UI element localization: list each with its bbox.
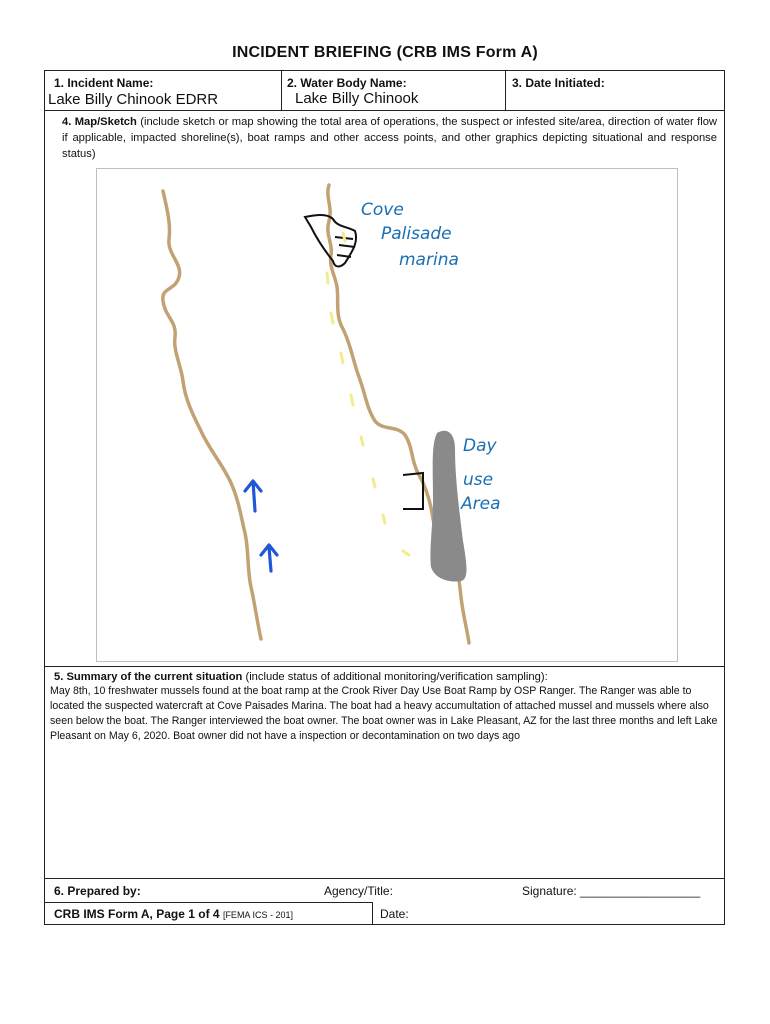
summary-heading	[54, 669, 548, 685]
day-use-label-line2: use	[463, 470, 494, 490]
divider	[44, 110, 725, 111]
divider	[44, 666, 725, 667]
flow-arrows	[245, 481, 277, 571]
map-sketch	[96, 168, 678, 662]
water-body-label: 2. Water Body Name:	[287, 76, 407, 90]
divider	[281, 70, 282, 110]
incident-name-label: 1. Incident Name:	[54, 76, 154, 90]
summary-label: 5. Summary of the current situation	[54, 671, 243, 683]
water-body-value[interactable]: Lake Billy Chinook	[295, 90, 419, 107]
date-initiated-label: 3. Date Initiated:	[512, 76, 605, 90]
channel-markers	[327, 233, 409, 555]
footer-form-text: CRB IMS Form A, Page 1 of 4	[54, 907, 220, 921]
summary-text[interactable]: May 8th, 10 freshwater mussels found at the boat ramp at the Crook River Day Use Boat Ramp by OSP Ranger. The Ranger was able to located the suspected watercraft at Cove Paisades Marina. The boat had a heavy accumultation of attached mussel and mussels where also seen below the boat. The Ranger interviewed the boat owner. The boat owner was in Lake Pleasant, AZ for the last three months and left Lake Pleasant on May 6, 2020. Boat owner did not have a inspection or decontamination on two days ago	[50, 685, 718, 742]
date-label: Date:	[380, 907, 409, 921]
signature-line[interactable]: __________________	[580, 884, 701, 898]
map-section-heading	[62, 114, 717, 162]
map-sketch-drawing	[97, 169, 677, 661]
day-use-label-line3: Area	[461, 494, 501, 514]
marina-label-line3: marina	[399, 250, 459, 270]
form-title: INCIDENT BRIEFING (CRB IMS Form A)	[232, 44, 538, 61]
agency-title-label: Agency/Title:	[324, 884, 393, 898]
map-section-label: 4. Map/Sketch	[62, 116, 137, 128]
map-section-description: (include sketch or map showing the total area of operations, the suspect or infested site/area, direction of water flow if applicable, impacted shoreline(s), boat ramps and other access points, and other graphics depicting situational and response status)	[62, 116, 718, 160]
divider	[505, 70, 506, 110]
footer-form-label	[54, 907, 293, 921]
prepared-by-label: 6. Prepared by:	[54, 884, 141, 898]
divider	[372, 902, 373, 925]
signature-text: Signature:	[522, 884, 577, 898]
footer-fema: [FEMA ICS - 201]	[222, 910, 293, 920]
signature-label	[522, 884, 700, 898]
marina-label-line2: Palisade	[381, 224, 452, 244]
summary-hint: (include status of additional monitoring/verification sampling):	[245, 671, 548, 683]
west-shoreline	[163, 191, 261, 639]
marina-label-line1: Cove	[361, 200, 404, 220]
divider	[44, 878, 725, 879]
day-use-label-line1: Day	[463, 436, 497, 456]
divider	[44, 902, 372, 903]
incident-name-value[interactable]: Lake Billy Chinook EDRR	[48, 91, 219, 108]
